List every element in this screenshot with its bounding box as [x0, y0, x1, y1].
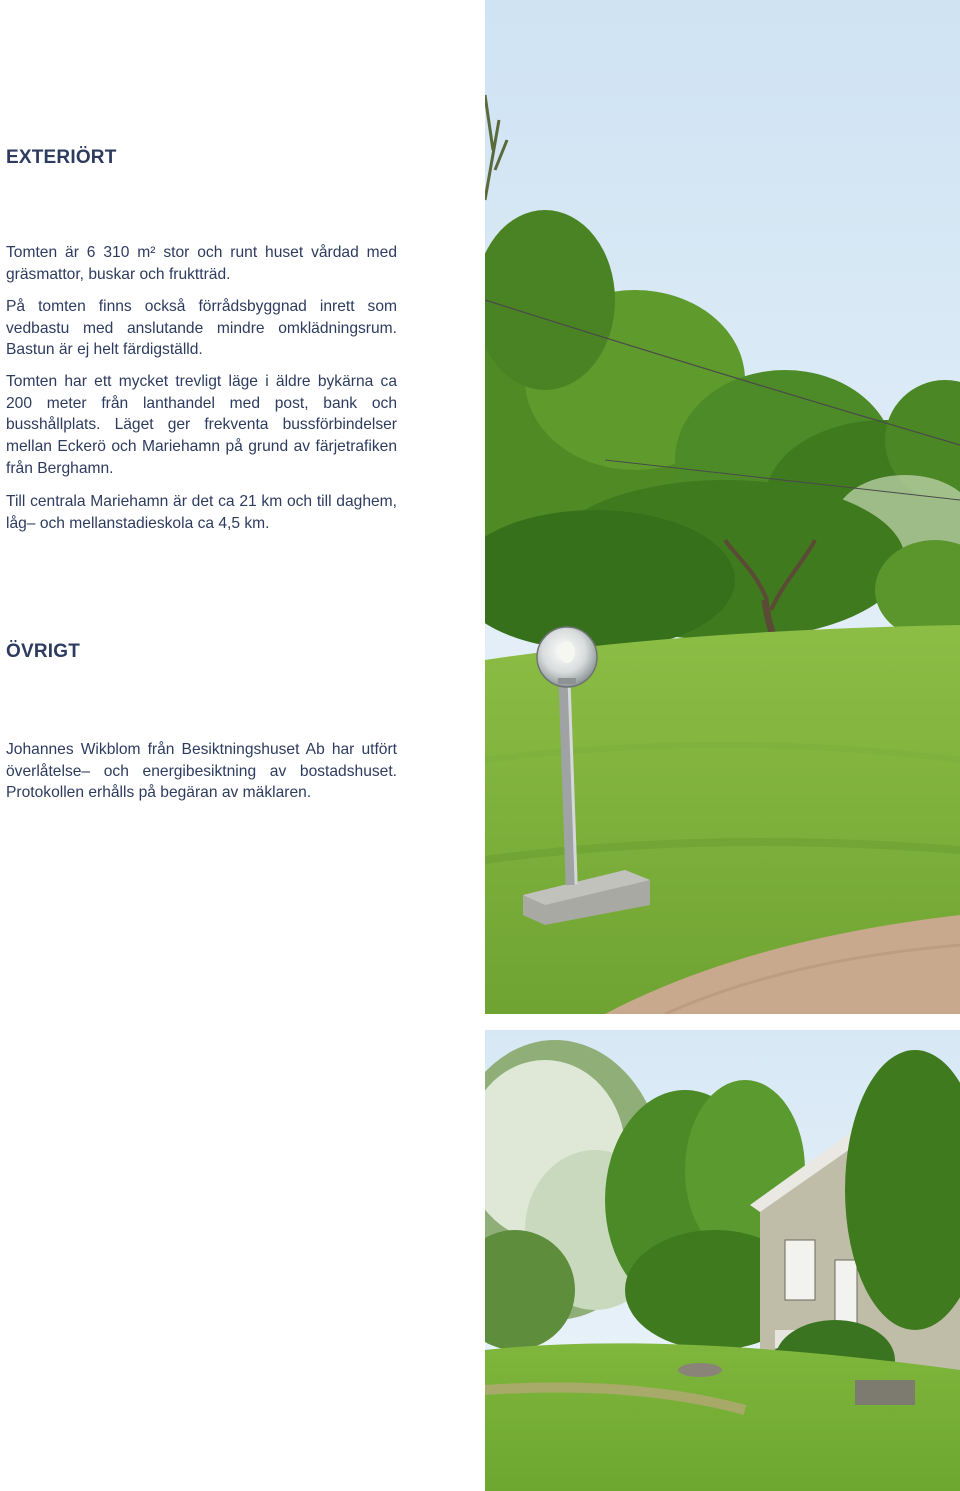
garden-lamp-photo	[485, 0, 960, 1014]
house-garden-photo	[485, 1030, 960, 1491]
paragraph-inspection: Johannes Wikblom från Besiktningshuset Ab har utfört överlåtelse– och energibesiktning av bostadshuset. Protokollen erhålls på begäran av mäklaren.	[6, 741, 397, 802]
paragraph-sauna: På tomten finns också förrådsbyggnad inrett som vedbastu med anslutande mindre omklädningsrum. Bastun är ej helt färdigställd.	[6, 298, 397, 359]
section-heading-other: ÖVRIGT	[6, 641, 81, 662]
paragraph-location: Tomten har ett mycket trevligt läge i äldre bykärna ca 200 meter från lanthandel med post, bank och busshållplats. Läget ger frekventa bussförbindelser mellan Eckerö och Mariehamn på grund av färjetrafiken från Berghamn.	[6, 373, 397, 477]
section-heading-exterior: EXTERIÖRT	[6, 147, 117, 168]
paragraph-plot-size: Tomten är 6 310 m² stor och runt huset vårdad med gräsmattor, buskar och fruktträd.	[6, 244, 397, 283]
paragraph-distances: Till centrala Mariehamn är det ca 21 km och till daghem, låg– och mellanstadieskola ca 4,5 km.	[6, 493, 397, 532]
